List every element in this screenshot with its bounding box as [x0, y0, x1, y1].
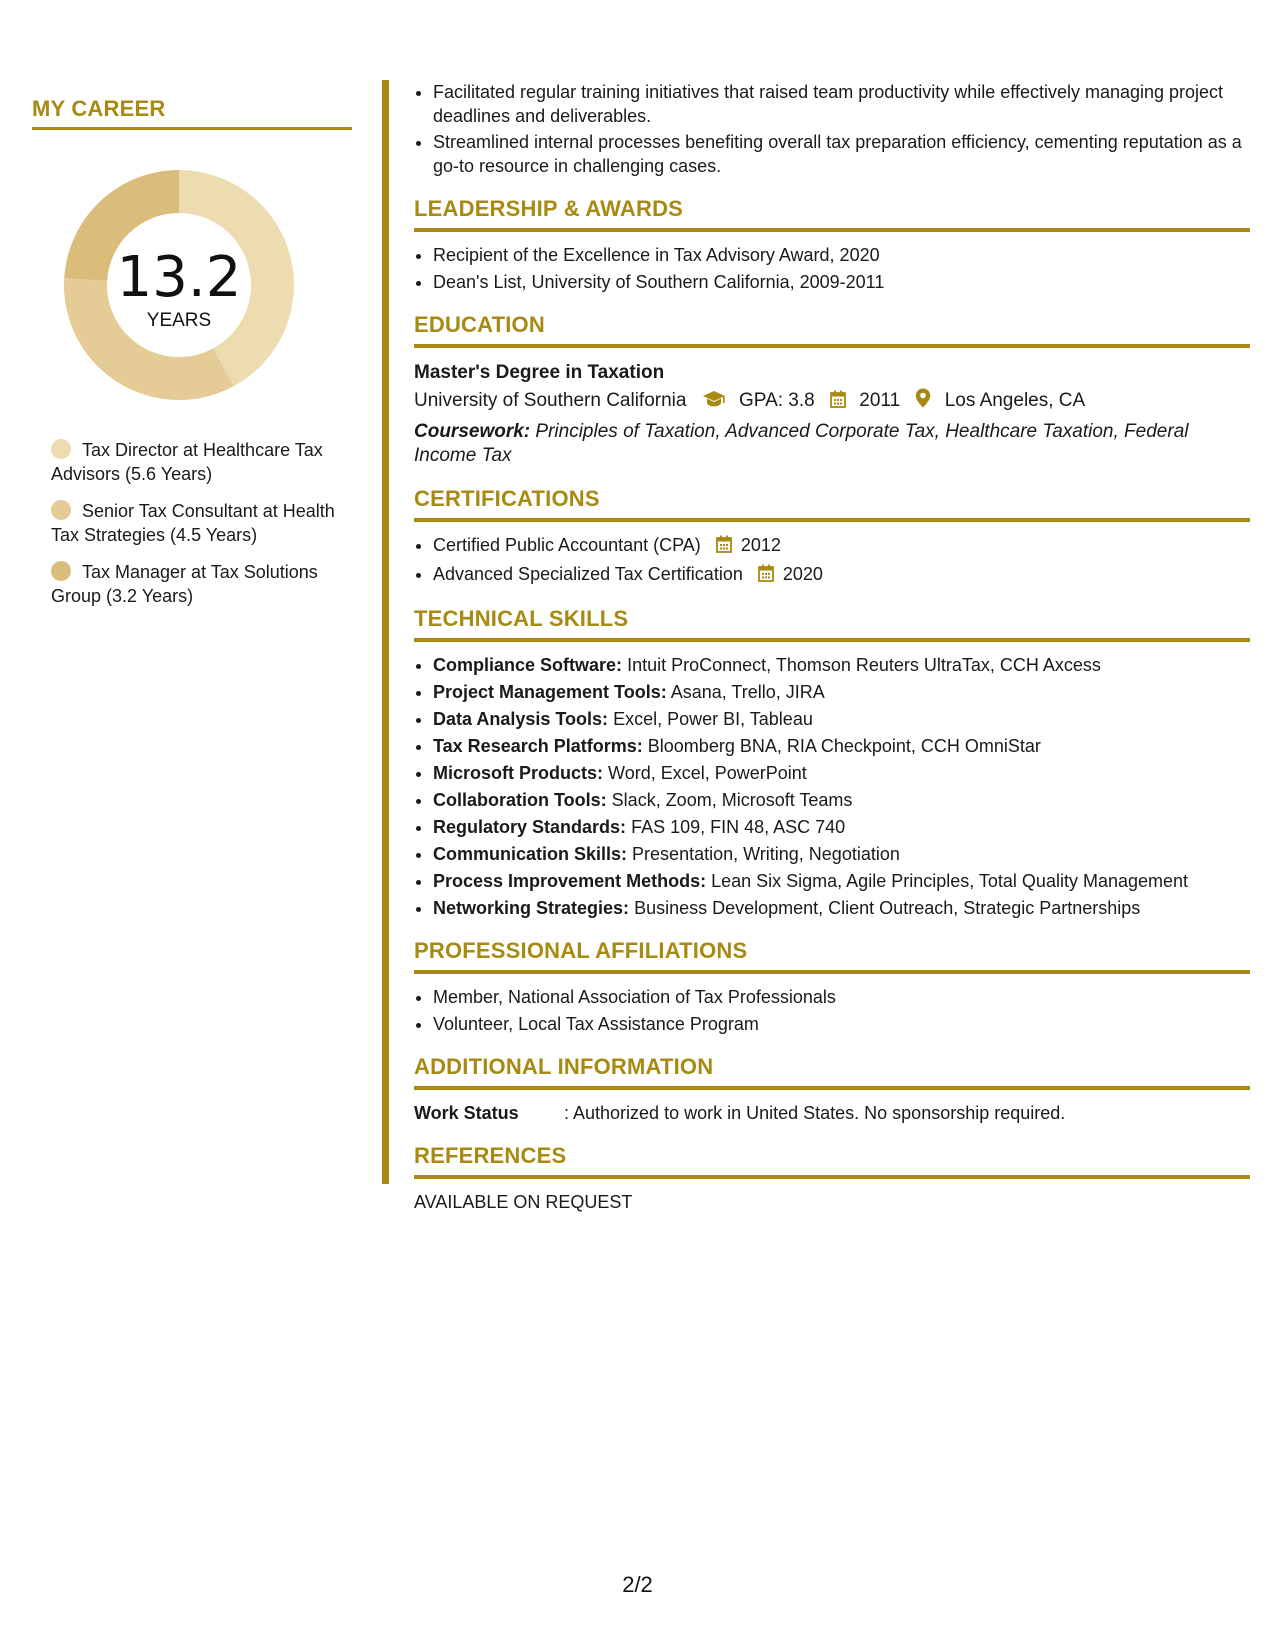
career-donut-chart — [64, 170, 294, 400]
legend-dot — [51, 500, 71, 520]
skill-value: Excel, Power BI, Tableau — [613, 709, 813, 729]
legend-dot — [51, 439, 71, 459]
skill-item — [433, 788, 1250, 812]
certifications-heading: CERTIFICATIONS — [414, 486, 1250, 522]
school-location: Los Angeles, CA — [944, 390, 1086, 411]
legend-item — [51, 438, 341, 486]
list-item: • Member, National Association of Tax Professionals — [433, 985, 1250, 1009]
graduation-cap-icon — [702, 388, 726, 418]
legend-label: Senior Tax Consultant at Health Tax Strategies (4.5 Years) — [51, 501, 335, 545]
column-divider — [382, 80, 389, 1184]
skill-item — [433, 761, 1250, 785]
skill-item — [433, 842, 1250, 866]
education-heading: EDUCATION — [414, 312, 1250, 348]
donut-center — [64, 170, 294, 400]
list-item: • Recipient of the Excellence in Tax Advisory Award, 2020 — [433, 243, 1250, 267]
affiliations-list — [414, 985, 1250, 1036]
awards-list — [414, 243, 1250, 294]
page-number: 2/2 — [622, 1572, 653, 1597]
list-item — [433, 562, 1250, 588]
certification-name: Certified Public Accountant (CPA) — [433, 535, 701, 555]
career-legend — [32, 438, 352, 608]
skill-value: Intuit ProConnect, Thomson Reuters UltraTax, CCH Axcess — [627, 655, 1101, 675]
skill-value: Bloomberg BNA, RIA Checkpoint, CCH OmniStar — [647, 736, 1041, 756]
coursework-text: Principles of Taxation, Advanced Corporate Tax, Healthcare Taxation, Federal Income Tax — [414, 421, 1189, 466]
main-content — [414, 80, 1250, 1214]
school-name: University of Southern California — [414, 390, 687, 411]
affiliations-heading: PROFESSIONAL AFFILIATIONS — [414, 938, 1250, 974]
skill-value: Asana, Trello, JIRA — [670, 682, 825, 702]
certification-name: Advanced Specialized Tax Certification — [433, 564, 743, 584]
skills-heading: TECHNICAL SKILLS — [414, 606, 1250, 642]
list-item: • Dean's List, University of Southern California, 2009-2011 — [433, 270, 1250, 294]
legend-label: Tax Manager at Tax Solutions Group (3.2 Years) — [51, 562, 318, 606]
skill-label: Project Management Tools: — [433, 682, 667, 702]
skill-item — [433, 734, 1250, 758]
skill-label: Microsoft Products: — [433, 763, 604, 783]
legend-dot — [51, 561, 71, 581]
skill-item — [433, 653, 1250, 677]
references-heading: REFERENCES — [414, 1143, 1250, 1179]
work-status-row — [414, 1101, 1250, 1125]
calendar-icon — [758, 564, 774, 588]
education-entry — [414, 359, 1250, 468]
certification-year: 2012 — [740, 535, 781, 555]
list-item: • Volunteer, Local Tax Assistance Program — [433, 1012, 1250, 1036]
skill-label: Tax Research Platforms: — [433, 736, 643, 756]
skill-value: FAS 109, FIN 48, ASC 740 — [631, 817, 846, 837]
certification-year: 2020 — [782, 564, 823, 584]
graduation-year: 2011 — [859, 390, 901, 411]
awards-heading: LEADERSHIP & AWARDS — [414, 196, 1250, 232]
degree-title: Master's Degree in Taxation — [414, 362, 665, 383]
legend-label: Tax Director at Healthcare Tax Advisors (5.6 Years) — [51, 440, 323, 484]
career-title: MY CAREER — [32, 96, 352, 130]
skill-item — [433, 680, 1250, 704]
skill-value: Presentation, Writing, Negotiation — [632, 844, 900, 864]
calendar-icon — [830, 388, 846, 418]
work-status-label: Work Status — [414, 1103, 519, 1123]
skill-label: Communication Skills: — [433, 844, 628, 864]
skill-label: Networking Strategies: — [433, 898, 630, 918]
skill-label: Data Analysis Tools: — [433, 709, 609, 729]
skill-value: Lean Six Sigma, Agile Principles, Total Quality Management — [711, 871, 1189, 891]
list-item: • Streamlined internal processes benefiting overall tax preparation efficiency, cementing reputation as a go-to resource in challenging cases. — [433, 130, 1250, 178]
list-item: • Facilitated regular training initiatives that raised team productivity while effectively managing project deadlines and deliverables. — [433, 80, 1250, 128]
legend-item — [51, 499, 341, 547]
list-item — [433, 533, 1250, 559]
skill-value: Slack, Zoom, Microsoft Teams — [611, 790, 853, 810]
coursework — [414, 420, 1250, 468]
total-years-value: 13.2 — [116, 245, 242, 310]
work-status-value: : Authorized to work in United States. No sponsorship required. — [564, 1103, 1066, 1123]
gpa-text: GPA: 3.8 — [739, 390, 815, 411]
total-years-unit: YEARS — [146, 310, 212, 331]
education-details — [414, 386, 1250, 418]
additional-info-heading: ADDITIONAL INFORMATION — [414, 1054, 1250, 1090]
legend-item — [51, 560, 341, 608]
skill-label: Regulatory Standards: — [433, 817, 627, 837]
skill-label: Process Improvement Methods: — [433, 871, 707, 891]
calendar-icon — [716, 535, 732, 559]
skill-item — [433, 707, 1250, 731]
references-text: AVAILABLE ON REQUEST — [414, 1192, 633, 1212]
skill-value: Business Development, Client Outreach, Strategic Partnerships — [634, 898, 1141, 918]
skill-item — [433, 869, 1250, 893]
skill-label: Compliance Software: — [433, 655, 623, 675]
skill-value: Word, Excel, PowerPoint — [608, 763, 807, 783]
skills-list — [414, 653, 1250, 920]
skill-label: Collaboration Tools: — [433, 790, 607, 810]
skill-item — [433, 815, 1250, 839]
experience-bullets — [414, 80, 1250, 178]
skill-item — [433, 896, 1250, 920]
certifications-list — [414, 533, 1250, 588]
career-sidebar — [32, 96, 352, 621]
coursework-label: Coursework: — [414, 421, 531, 442]
location-pin-icon — [915, 388, 931, 418]
